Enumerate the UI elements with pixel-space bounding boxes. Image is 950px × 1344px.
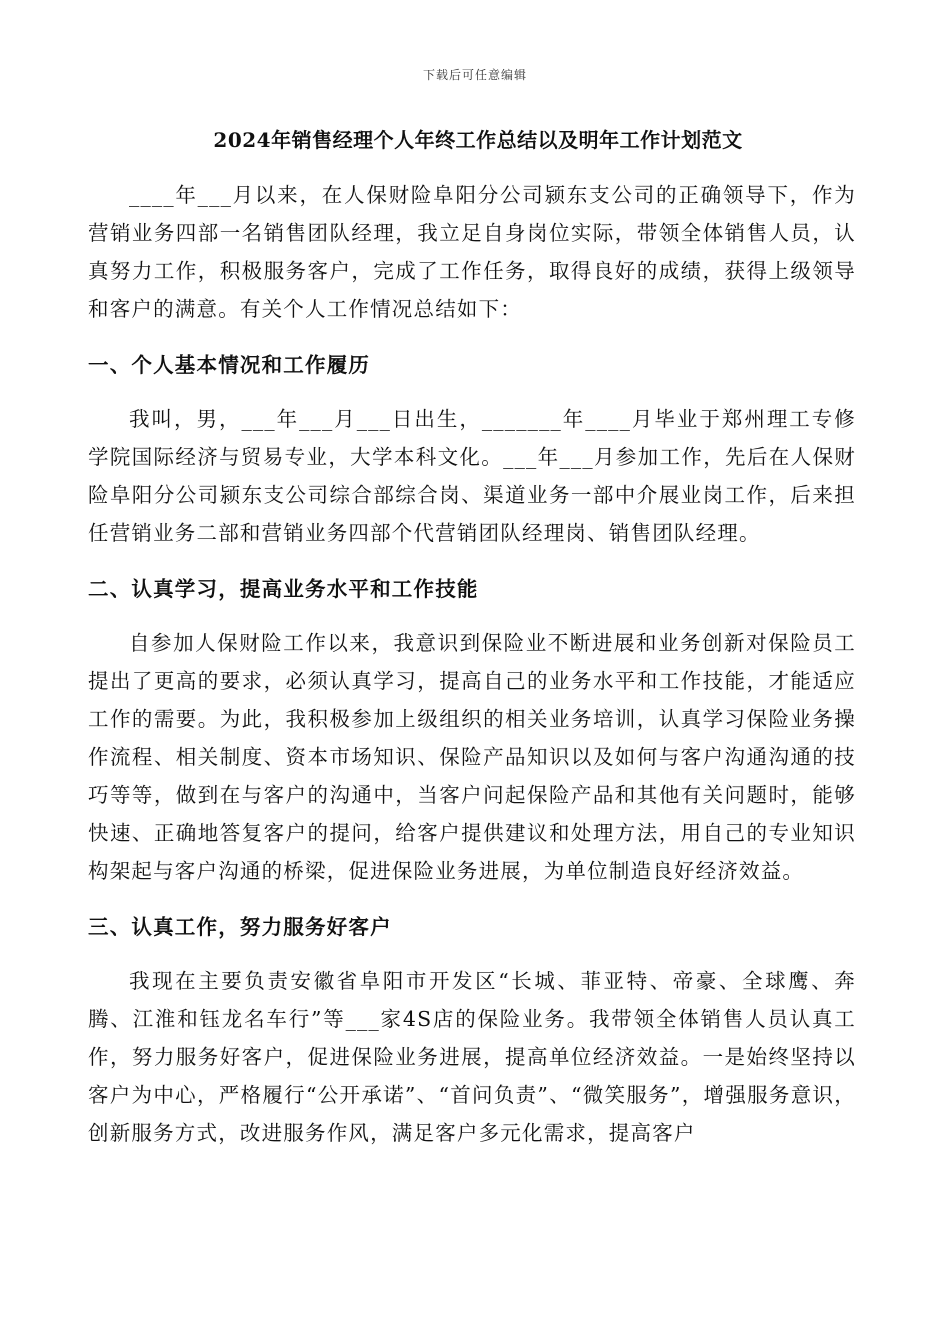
section-paragraph-3: 我现在主要负责安徽省阜阳市开发区“长城、菲亚特、帝豪、全球鹰、奔腾、江淮和钰龙名车行”等___家4S店的保险业务。我带领全体销售人员认真工作，努力服务好客户，促进保险业务进展，提高单位经济效益。一是始终坚持以客户为中心，严格履行“公开承诺”、“首问负责”、“微笑服务”，增强服务意识，创新服务方式，改进服务作风，满足客户多元化需求，提高客户: [88, 969, 856, 1145]
intro-paragraph: ____年___月以来，在人保财险阜阳分公司颍东支公司的正确领导下，作为营销业务四部一名销售团队经理，我立足自身岗位实际，带领全体销售人员，认真努力工作，积极服务客户，完成了工作任务，取得良好的成绩，获得上级领导和客户的满意。有关个人工作情况总结如下：: [88, 183, 856, 321]
header-note: 下载后可任意编辑: [422, 68, 527, 82]
section-heading-3: 三、认真工作，努力服务好客户: [88, 915, 392, 939]
section-heading-2: 二、认真学习，提高业务水平和工作技能: [88, 577, 479, 601]
section-paragraph-2: 自参加人保财险工作以来，我意识到保险业不断进展和业务创新对保险员工提出了更高的要求，必须认真学习，提高自己的业务水平和工作技能，才能适应工作的需要。为此，我积极参加上级组织的相关业务培训，认真学习保险业务操作流程、相关制度、资本市场知识、保险产品知识以及如何与客户沟通沟通的技巧等等，做到在与客户的沟通中，当客户问起保险产品和其他有关问题时，能够快速、正确地答复客户的提问，给客户提供建议和处理方法，用自己的专业知识构架起与客户沟通的桥梁，促进保险业务进展，为单位制造良好经济效益。: [88, 631, 856, 883]
document-title: 2024年销售经理个人年终工作总结以及明年工作计划范文: [213, 128, 743, 152]
section-paragraph-1: 我叫，男，___年___月___日出生，_______年____月毕业于郑州理工专修学院国际经济与贸易专业，大学本科文化。___年___月参加工作，先后在人保财险阜阳分公司颍东支公司综合部综合岗、渠道业务一部中介展业岗工作，后来担任营销业务二部和营销业务四部个代营销团队经理岗、销售团队经理。: [88, 407, 856, 545]
document-body: [88, 176, 856, 1152]
section-heading-1: 一、个人基本情况和工作履历: [88, 353, 371, 377]
